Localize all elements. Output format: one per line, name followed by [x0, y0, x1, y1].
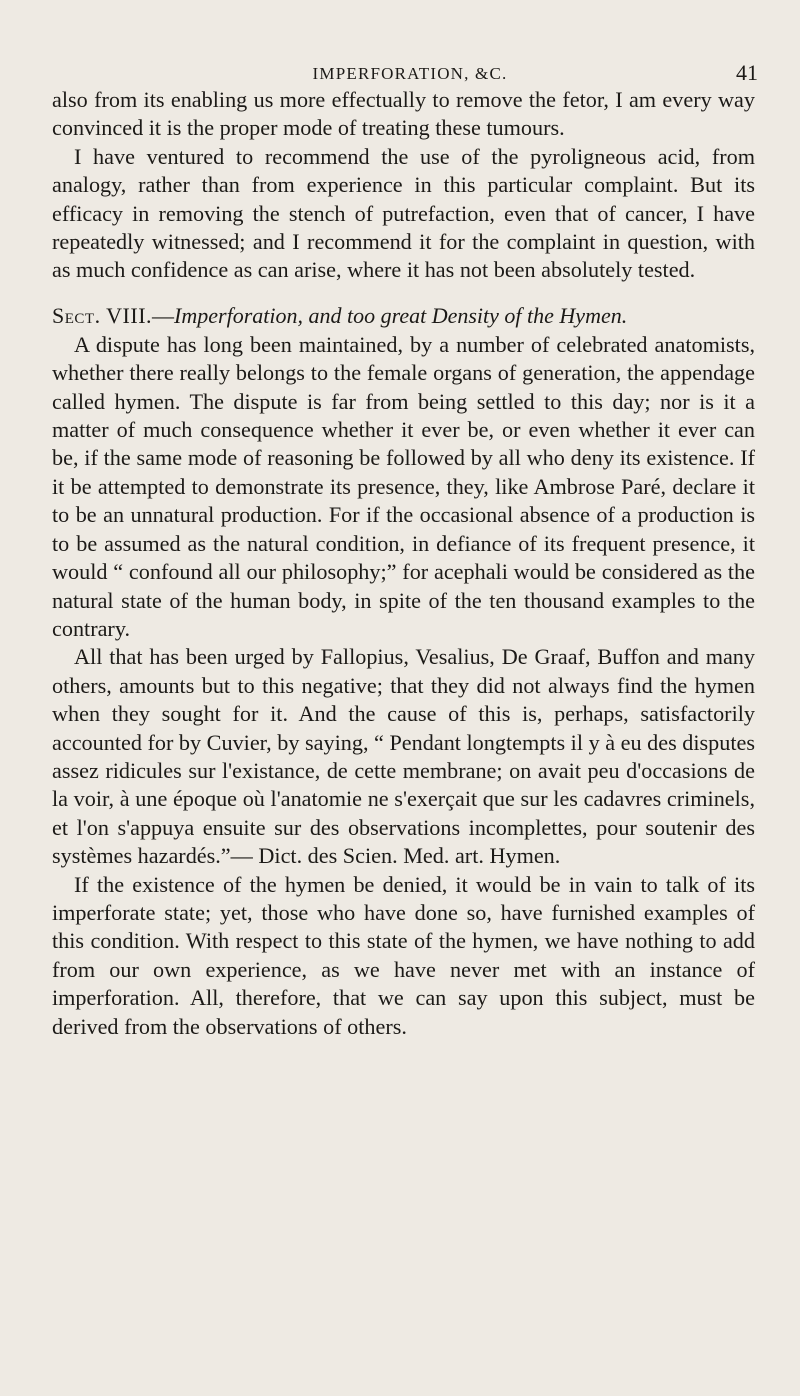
section-dash: —: [152, 302, 175, 328]
paragraph-continuation: also from its enabling us more effectually to remove the fetor, I am every way convinced it is the proper mode of treating these tumours.: [52, 87, 755, 141]
page-number: 41: [736, 60, 758, 85]
paragraph-pyroligneous-acid: I have ventured to recommend the use of the pyroligneous acid, from analogy, rather than from experience in this particular complaint. But its efficacy in removing the stench of putrefaction, even that of cancer, I have repeatedly witnessed; and I recommend it for the complaint in question, with as much confidence as can arise, where it has not been absolutely tested.: [52, 143, 755, 283]
paragraph-hymen-dispute: A dispute has long been maintained, by a number of celebrated anatomists, whether there really belongs to the female organs of generation, the appendage called hymen. The dispute is far from being settled to this day; nor is it a matter of much consequence whether it ever be, or even whether it ever can be, if the same mode of reasoning be followed by all who deny its existence. If it be attempted to demonstrate its presence, they, like Ambrose Paré, declare it to be an unnatural production. For if the occasional absence of a production is to be assumed as the natural condition, in defiance of its frequent presence, it would “ confound all our philosophy;” for acephali would be considered as the natural state of the human body, in spite of the ten thousand examples to the contrary.: [52, 331, 755, 641]
section-title: Imperforation, and too great Density of the Hymen.: [174, 302, 628, 328]
paragraph-imperforate-state: If the existence of the hymen be denied, it would be in vain to talk of its imperforate state; yet, those who have done so, have furnished examples of this condition. With respect to this state of the hymen, we have nothing to add from our own experience, as we have never met with an instance of imperforation. All, therefore, that we can say upon this subject, must be derived from the observations of others.: [52, 871, 755, 1039]
section-label: Sect. VIII.: [52, 302, 153, 328]
running-head: [60, 58, 760, 88]
running-title: IMPERFORATION, &C.: [312, 64, 508, 83]
section-heading: [52, 301, 755, 331]
paragraph-cuvier-quote: All that has been urged by Fallopius, Vesalius, De Graaf, Buffon and many others, amounts but to this negative; that they did not always find the hymen when they sought for it. And the cause of this is, perhaps, satisfactorily accounted for by Cuvier, by saying, “ Pendant longtempts il y à eu des disputes assez ridicules sur l'existance, de cette membrane; on avait peu d'occasions de la voir, à une époque où l'anatomie ne s'exerçait que sur les cadavres criminels, et l'on s'appuya ensuite sur des observations incomplettes, pour soutenir des systèmes hazardés.”— Dict. des Scien. Med. art. Hymen.: [52, 644, 755, 869]
body-text: [52, 86, 755, 1041]
